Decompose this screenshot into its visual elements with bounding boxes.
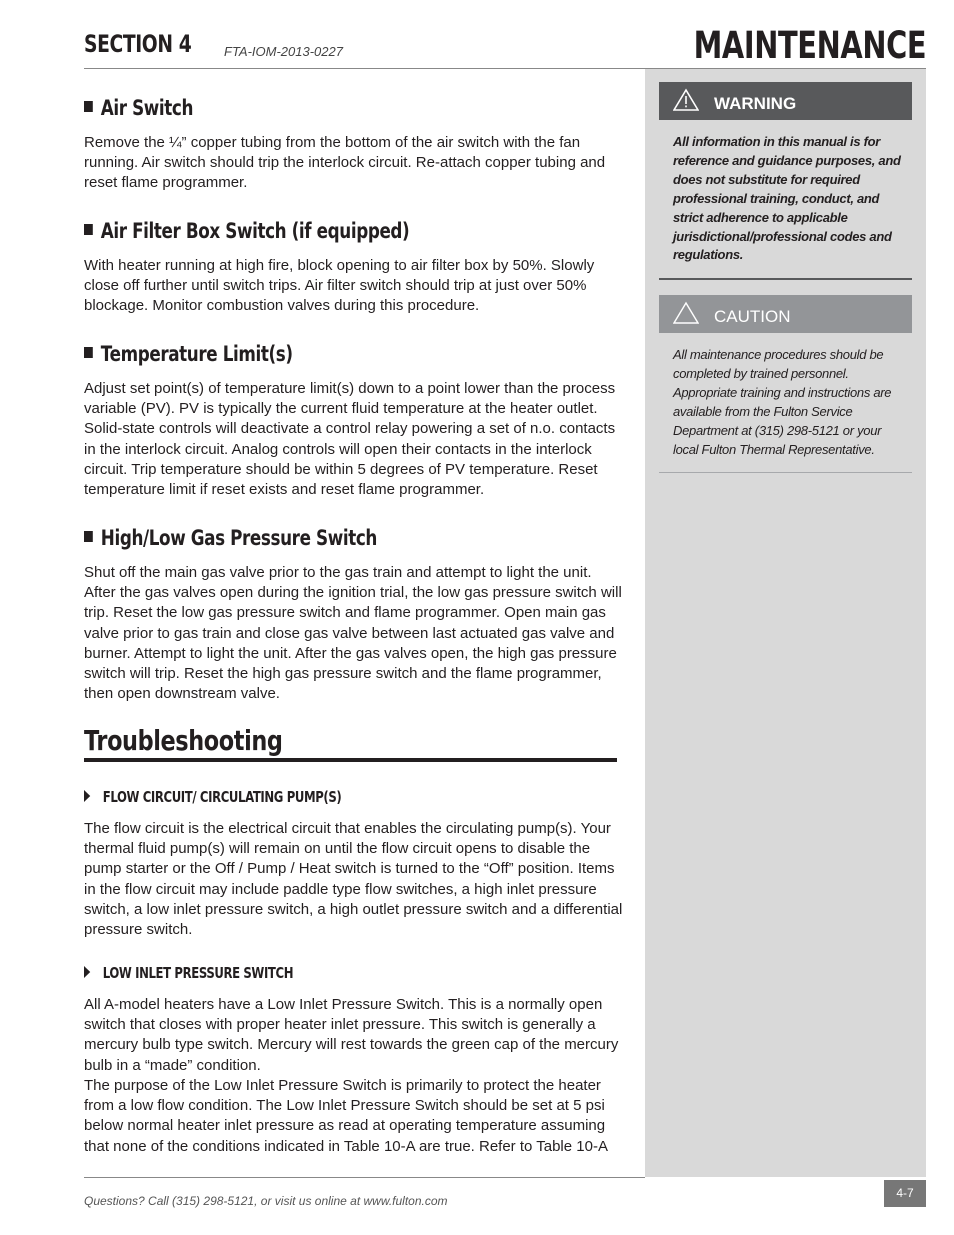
paragraph-air-filter-box-switch: With heater running at high fire, block opening to air filter box by 50%. Slowly close off further until switch trips. Air filter switch should trip at just over 50% blockage. Monitor combustion valves during this procedure. xyxy=(84,257,595,315)
page-number: 4-7 xyxy=(884,1180,926,1207)
square-bullet-icon xyxy=(84,347,93,358)
warning-header xyxy=(659,82,912,120)
document-id: FTA-IOM-2013-0227 xyxy=(224,44,343,59)
heading-gas-pressure-switch: High/Low Gas Pressure Switch xyxy=(84,526,377,550)
square-bullet-icon xyxy=(84,101,93,112)
paragraph-low-inlet-pressure: All A-model heaters have a Low Inlet Pressure Switch. This is a normally open switch that closes with proper heater inlet pressure. This switch is generally a mercury bulb type switch. Mercury will rest towards the green cap of the mercury bulb in a “made” condition. xyxy=(84,996,619,1074)
heading-temperature-limits: Temperature Limit(s) xyxy=(84,342,293,366)
triangle-bullet-icon xyxy=(84,966,90,978)
subheading-flow-circuit: FLOW CIRCUIT/ CIRCULATING PUMP(S) xyxy=(84,788,341,806)
caution-header xyxy=(659,295,912,333)
troubleshooting-title: Troubleshooting xyxy=(84,724,283,757)
caution-divider xyxy=(659,472,912,473)
caution-text: All maintenance procedures should be completed by trained personnel. Appropriate training and instructions are available from the Fulton Service Department at (315) 298-5121 or your local Fulton Thermal Representative. xyxy=(673,347,892,457)
square-bullet-icon xyxy=(84,224,93,235)
caution-triangle-icon xyxy=(673,301,699,330)
footer-contact: Questions? Call (315) 298-5121, or visit us online at www.fulton.com xyxy=(84,1194,448,1208)
warning-label: WARNING xyxy=(714,94,797,113)
warning-divider xyxy=(659,278,912,280)
troubleshooting-divider xyxy=(84,758,617,762)
paragraph-gas-pressure-switch: Shut off the main gas valve prior to the gas train and attempt to light the unit. After the gas valves open during the ignition trial, the low gas pressure switch will trip. Reset the low gas pressure switch and flame programmer. Open main gas valve prior to gas train and close gas valve between last actuated gas valve and burner. Attempt to light the unit. After the gas valves open, the high gas pressure switch will trip. Reset the high gas pressure switch and the flame programmer, then open downstream valve. xyxy=(84,564,622,703)
heading-air-switch: Air Switch xyxy=(84,96,193,120)
caution-label: CAUTION xyxy=(714,307,791,326)
subheading-low-inlet-pressure: LOW INLET PRESSURE SWITCH xyxy=(84,964,293,982)
paragraph-air-switch: Remove the ¼” copper tubing from the bottom of the air switch with the fan running. Air switch should trip the interlock circuit. Re-attach copper tubing and reset flame programmer. xyxy=(84,134,606,192)
section-label: SECTION 4 xyxy=(84,30,192,58)
footer-divider xyxy=(84,1177,645,1178)
triangle-bullet-icon xyxy=(84,790,90,802)
paragraph-low-inlet-purpose: The purpose of the Low Inlet Pressure Switch is primarily to protect the heater from a low flow condition. The Low Inlet Pressure Switch should be set at 5 psi below normal heater inlet pressure as read at operating temperature assuming that none of the conditions indicated in Table 10-A are true. Refer to Table 10-A xyxy=(84,1077,608,1155)
page-title: MAINTENANCE xyxy=(693,24,926,67)
warning-text: All information in this manual is for reference and guidance purposes, and does not substitute for required professional training, conduct, and strict adherence to applicable jurisdictional/professional codes and regulations. xyxy=(673,134,901,263)
heading-air-filter-box-switch: Air Filter Box Switch (if equipped) xyxy=(84,219,409,243)
square-bullet-icon xyxy=(84,531,93,542)
warning-triangle-icon xyxy=(673,88,699,117)
paragraph-temperature-limits: Adjust set point(s) of temperature limit(s) down to a point lower than the process variable (PV). PV is typically the current fluid temperature at the heater outlet. Solid-state controls will deactivate a control relay powering a set of n.o. contacts in the interlock circuit. Analog controls will open their contacts in the interlock circuit. Trip temperature should be within 5 degrees of PV temperature. Reset temperature limit if reset exists and reset flame programmer. xyxy=(84,380,616,499)
paragraph-flow-circuit: The flow circuit is the electrical circuit that enables the circulating pump(s). Your thermal fluid pump(s) will remain on until the flow circuit opens to disable the pump starter or the Off / Pump / Heat switch is turned to the “Off” position. Items in the flow circuit may include paddle type flow switches, a high inlet pressure switch, a low inlet pressure switch, a high outlet pressure switch and a differential pressure switch. xyxy=(84,820,623,939)
header-divider xyxy=(84,68,926,69)
